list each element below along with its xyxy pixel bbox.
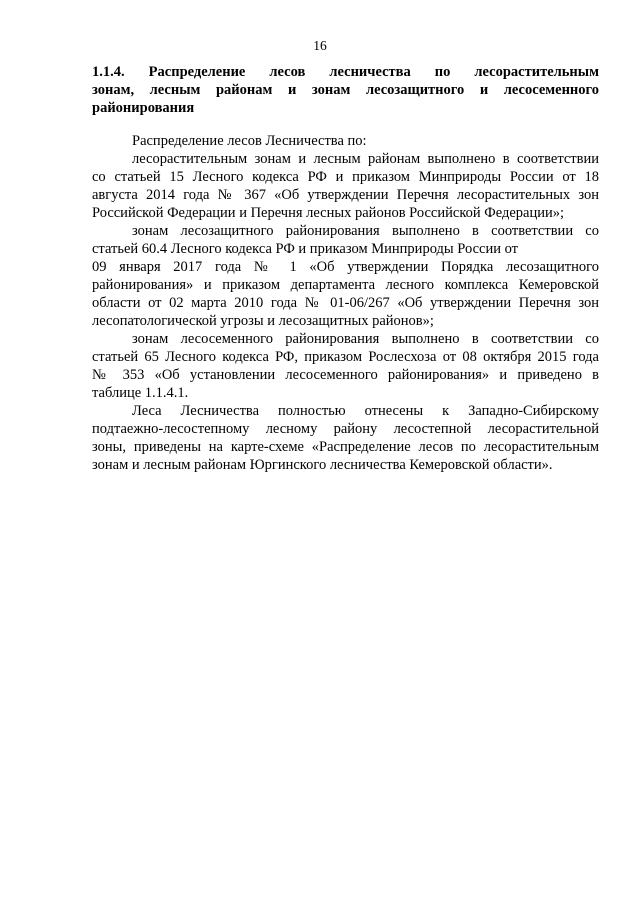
body-line: таблице 1.1.4.1. bbox=[92, 385, 189, 401]
heading-line: районирования bbox=[92, 100, 195, 116]
body-line: подтаежно-лесостепному лесному району лесостепной лесорастительной bbox=[92, 421, 599, 437]
body-line: области от 02 марта 2010 года № 01-06/267 «Об утверждении Перечня зон bbox=[92, 295, 599, 311]
section-heading bbox=[92, 63, 599, 117]
body-line: статьей 65 Лесного кодекса РФ, приказом Рослесхоза от 08 октября 2015 года bbox=[92, 349, 599, 365]
body-line: № 353 «Об установлении лесосеменного районирования» и приведено в bbox=[92, 367, 599, 383]
body-line: Распределение лесов Лесничества по: bbox=[132, 133, 367, 149]
body-line: Леса Лесничества полностью отнесены к Западно-Сибирскому bbox=[132, 403, 599, 419]
body-line: районирования» и приказом департамента лесного комплекса Кемеровской bbox=[92, 277, 599, 293]
body-line: Российской Федерации и Перечня лесных районов Российской Федерации»; bbox=[92, 205, 565, 221]
body-text bbox=[92, 132, 599, 474]
body-line: зонам и лесным районам Юргинского лесничества Кемеровской области». bbox=[92, 457, 553, 473]
body-line: зонам лесозащитного районирования выполнено в соответствии со bbox=[132, 223, 599, 239]
body-line: статьей 60.4 Лесного кодекса РФ и приказом Минприроды России от bbox=[92, 241, 518, 257]
body-line: зоны, приведены на карте-схеме «Распределение лесов по лесорастительным bbox=[92, 439, 599, 455]
body-line: лесорастительным зонам и лесным районам выполнено в соответствии bbox=[132, 151, 599, 167]
heading-line: 1.1.4. Распределение лесов лесничества по лесорастительным bbox=[92, 64, 599, 80]
body-line: августа 2014 года № 367 «Об утверждении Перечня лесорастительных зон bbox=[92, 187, 599, 203]
body-line: зонам лесосеменного районирования выполнено в соответствии со bbox=[132, 331, 599, 347]
heading-line: зонам, лесным районам и зонам лесозащитного и лесосеменного bbox=[92, 82, 599, 98]
page-number: 16 bbox=[313, 38, 327, 53]
body-line: со статьей 15 Лесного кодекса РФ и приказом Минприроды России от 18 bbox=[92, 169, 599, 185]
body-line: 09 января 2017 года № 1 «Об утверждении Порядка лесозащитного bbox=[92, 259, 599, 275]
body-line: лесопатологической угрозы и лесозащитных районов»; bbox=[92, 313, 434, 329]
